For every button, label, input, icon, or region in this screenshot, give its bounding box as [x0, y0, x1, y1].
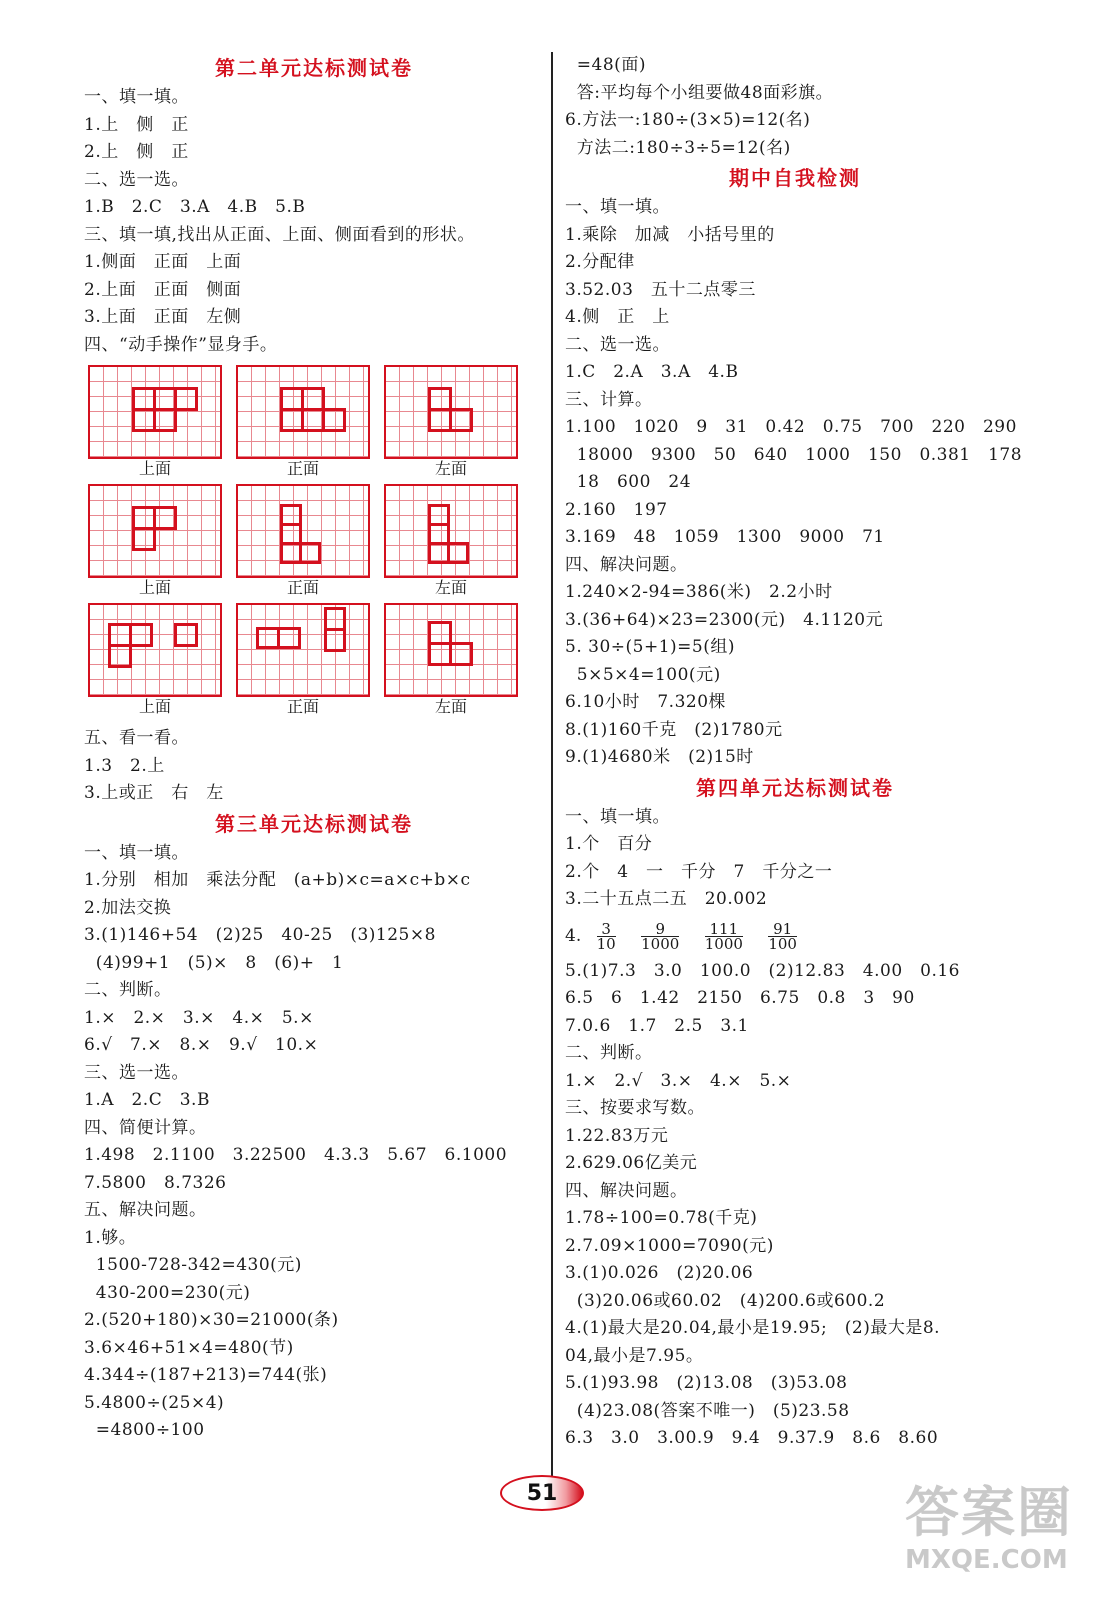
- answer-line: 18000 9300 50 640 1000 150 0.381 178: [565, 444, 1023, 465]
- unit2-answers-part1: [84, 84, 544, 359]
- fraction: $\frac{3}{10}$: [596, 919, 616, 953]
- answer-line: 1.上 侧 正: [84, 114, 189, 135]
- answer-line: 3.上面 正面 左侧: [84, 307, 242, 327]
- fraction-prefix: 4.: [565, 925, 582, 946]
- answer-line: 二、选一选。: [565, 334, 670, 355]
- figure-caption: 正面: [286, 459, 319, 478]
- answer-line: 3.(36+64)×23=2300(元) 4.1120元: [565, 609, 884, 630]
- fraction: $\frac{9}{1000}$: [641, 919, 680, 953]
- answer-line: 1.240×2-94=386(米) 2.2小时: [565, 582, 833, 602]
- answer-line: 6.10小时 7.320棵: [565, 692, 727, 712]
- answer-line: 3.上或正 右 左: [84, 783, 224, 803]
- answer-line: 6.方法一:180÷(3×5)=12(名): [565, 110, 811, 130]
- right-column: [565, 52, 1025, 1453]
- answer-line: 三、填一填,找出从正面、上面、侧面看到的形状。: [84, 224, 475, 245]
- answer-line: 1.× 2.× 3.× 4.× 5.×: [84, 1007, 314, 1028]
- figure-caption: 上面: [138, 578, 171, 597]
- answer-line: 5. 30÷(5+1)=5(组): [565, 637, 735, 657]
- answer-line: 3.169 48 1059 1300 9000 71: [565, 527, 885, 547]
- answer-line: 二、判断。: [84, 980, 172, 1000]
- answer-line: 一、填一填。: [84, 842, 189, 863]
- answer-line: =4800÷100: [84, 1420, 205, 1440]
- answer-line: 五、解决问题。: [84, 1200, 207, 1220]
- figure-grid: [88, 603, 222, 716]
- answer-line: 1.个 百分: [565, 834, 653, 854]
- answer-line: 1.78÷100=0.78(千克): [565, 1208, 758, 1228]
- answer-line: 5×5×4=100(元): [565, 664, 721, 685]
- fraction: $\frac{111}{1000}$: [704, 919, 743, 953]
- figure-grid: [384, 365, 518, 478]
- answer-line: 二、选一选。: [84, 169, 189, 190]
- answer-line: 4.侧 正 上: [565, 307, 670, 327]
- answer-line: 1.C 2.A 3.A 4.B: [565, 362, 739, 382]
- answer-line: 五、看一看。: [84, 728, 189, 748]
- answer-line: 2.上面 正面 侧面: [84, 279, 242, 300]
- answer-line: 3.6×46+51×4=480(节): [84, 1337, 294, 1358]
- answer-line: 二、判断。: [565, 1043, 653, 1063]
- column-divider: [551, 52, 553, 1477]
- answer-line: 4.(1)最大是20.04,最小是19.95; (2)最大是8.: [565, 1318, 941, 1338]
- answer-line: 1.A 2.C 3.B: [84, 1090, 210, 1110]
- answer-line: (3)20.06或60.02 (4)200.6或600.2: [565, 1290, 886, 1311]
- answer-line: 8.(1)160千克 (2)1780元: [565, 719, 783, 740]
- answer-line: 2.160 197: [565, 499, 668, 520]
- figure-caption: 上面: [138, 459, 171, 478]
- answer-line: 18 600 24: [565, 472, 692, 492]
- answer-line: 三、计算。: [565, 389, 653, 410]
- midterm-answers: [565, 194, 1025, 772]
- answer-line: 三、按要求写数。: [565, 1098, 705, 1118]
- answer-line: 5.(1)7.3 3.0 100.0 (2)12.83 4.00 0.16: [565, 960, 960, 981]
- answer-line: 1.乘除 加减 小括号里的: [565, 224, 775, 245]
- figure-caption: 左面: [434, 697, 467, 716]
- answer-line: 6.5 6 1.42 2150 6.75 0.8 3 90: [565, 988, 915, 1008]
- answer-line: 4.344÷(187+213)=744(张): [84, 1365, 328, 1385]
- answer-line: 1.100 1020 9 31 0.42 0.75 700 220 290: [565, 417, 1017, 437]
- answer-line: 2.个 4 一 千分 7 千分之一: [565, 861, 833, 882]
- answer-line: 6.√ 7.× 8.× 9.√ 10.×: [84, 1035, 319, 1055]
- figure-grid: [236, 484, 370, 597]
- unit3-title: 第三单元达标测试卷: [215, 811, 413, 836]
- figure-caption: 左面: [434, 578, 467, 597]
- answer-line: 5.4800÷(25×4): [84, 1392, 225, 1413]
- figure-caption: 正面: [286, 578, 319, 597]
- answer-line: 四、解决问题。: [565, 1180, 688, 1201]
- fraction-answers: [565, 914, 1025, 958]
- answer-line: 1.B 2.C 3.A 4.B 5.B: [84, 197, 306, 217]
- answer-line: 2.7.09×1000=7090(元): [565, 1235, 774, 1256]
- answer-line: (4)99+1 (5)× 8 (6)+ 1: [84, 952, 344, 973]
- figure-grid: [384, 484, 518, 597]
- view-figures: [84, 365, 544, 721]
- figure-grid: [88, 484, 222, 597]
- answer-line: 四、解决问题。: [565, 554, 688, 575]
- answer-line: 1.够。: [84, 1227, 137, 1248]
- answer-line: 9.(1)4680米 (2)15时: [565, 747, 754, 767]
- answer-line: 1.22.83万元: [565, 1125, 669, 1146]
- answer-line: 三、选一选。: [84, 1062, 189, 1083]
- answer-line: 1500-728-342=430(元): [84, 1255, 302, 1275]
- answer-line: (4)23.08(答案不唯一) (5)23.58: [565, 1400, 850, 1421]
- answer-line: 5.(1)93.98 (2)13.08 (3)53.08: [565, 1373, 848, 1393]
- answer-line: 答:平均每个小组要做48面彩旗。: [565, 82, 834, 103]
- answer-line: 四、“动手操作”显身手。: [84, 334, 278, 355]
- figure-grid: [384, 603, 518, 716]
- answer-line: 1.侧面 正面 上面: [84, 252, 242, 272]
- unit3-answers: [84, 840, 544, 1445]
- unit2-answers-part2: [84, 725, 544, 808]
- answer-line: 1.× 2.√ 3.× 4.× 5.×: [565, 1070, 792, 1091]
- answer-line: 3.(1)0.026 (2)20.06: [565, 1263, 754, 1283]
- figure-caption: 上面: [138, 697, 171, 716]
- answer-line: 1.分别 相加 乘法分配 (a+b)×c=a×c+b×c: [84, 870, 471, 890]
- answer-line: 3.52.03 五十二点零三: [565, 279, 756, 300]
- answer-line: 1.3 2.上: [84, 755, 165, 776]
- answer-line: 2.加法交换: [84, 897, 172, 918]
- answer-line: 430-200=230(元): [84, 1282, 251, 1303]
- answer-line: 2.(520+180)×30=21000(条): [84, 1310, 339, 1330]
- answer-line: 7.0.6 1.7 2.5 3.1: [565, 1015, 749, 1036]
- answer-line: 一、填一填。: [565, 806, 670, 827]
- unit4-answers-part1: [565, 804, 1025, 914]
- answer-line: 2.上 侧 正: [84, 142, 189, 162]
- answer-line: 1.498 2.1100 3.22500 4.3.3 5.67 6.1000: [84, 1145, 508, 1165]
- answer-line: 四、简便计算。: [84, 1117, 207, 1138]
- unit3-answers-continued: [565, 52, 1025, 162]
- figure-caption: 正面: [286, 697, 319, 716]
- answer-line: 04,最小是7.95。: [565, 1345, 704, 1366]
- unit4-title: 第四单元达标测试卷: [696, 775, 894, 800]
- answer-line: 方法二:180÷3÷5=12(名): [565, 137, 791, 158]
- answer-line: 3.(1)146+54 (2)25 40-25 (3)125×8: [84, 925, 436, 945]
- unit2-title: 第二单元达标测试卷: [215, 56, 413, 80]
- answer-line: 6.3 3.0 3.00.9 9.4 9.37.9 8.6 8.60: [565, 1428, 939, 1448]
- midterm-title: 期中自我检测: [729, 166, 861, 190]
- answer-line: 一、填一填。: [84, 87, 189, 107]
- figure-grid: [88, 365, 222, 478]
- figure-grid: [236, 365, 370, 478]
- answer-line: 2.629.06亿美元: [565, 1153, 698, 1173]
- figure-caption: 左面: [434, 459, 467, 478]
- figure-grid: [236, 603, 370, 716]
- unit4-answers-part2: [565, 958, 1025, 1453]
- page-number: 51: [500, 1475, 584, 1511]
- answer-line: 7.5800 8.7326: [84, 1172, 227, 1193]
- fraction: $\frac{91}{100}$: [768, 919, 797, 953]
- watermark-logo: 答案圈 MXQE.COM: [905, 1481, 1073, 1575]
- answer-line: 一、填一填。: [565, 197, 670, 217]
- answer-line: 3.二十五点二五 20.002: [565, 889, 768, 909]
- answer-line: =48(面): [565, 55, 646, 75]
- answer-line: 2.分配律: [565, 252, 635, 272]
- left-column: [84, 52, 544, 1445]
